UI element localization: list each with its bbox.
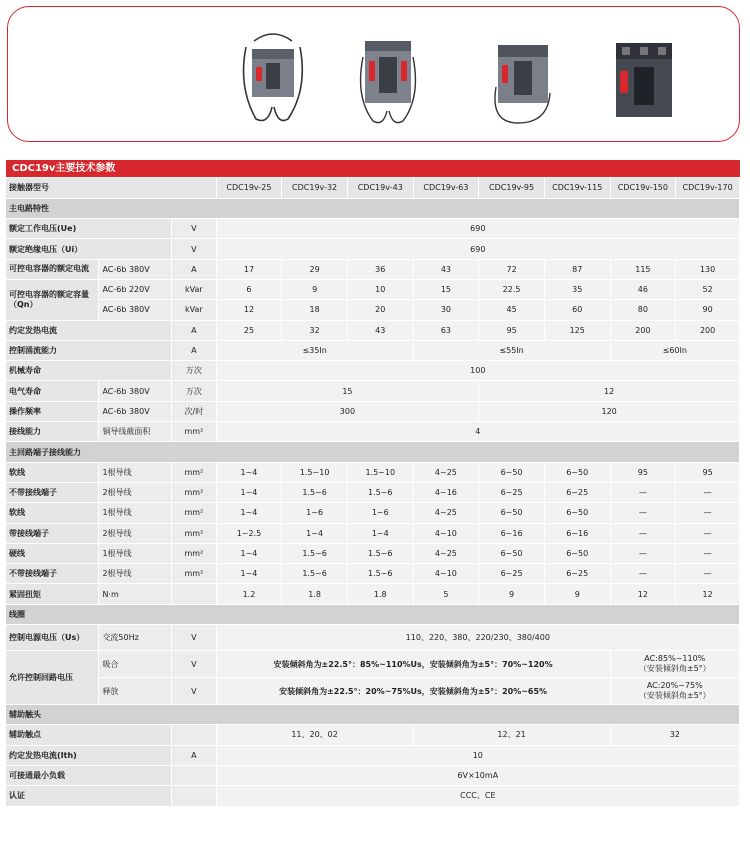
row-label: 额定绝缘电压（Ui）: [6, 239, 172, 259]
table-cell: —: [610, 503, 676, 523]
table-cell: mm²: [172, 523, 216, 543]
table-cell: 130: [676, 259, 740, 279]
table-cell: 36: [347, 259, 413, 279]
row-label: 硬线: [6, 543, 99, 563]
table-cell: kVar: [172, 279, 216, 299]
table-cell: 11、20、02: [216, 725, 413, 745]
table-cell: 万次: [172, 361, 216, 381]
table-cell: 万次: [172, 381, 216, 401]
table-cell: 10: [347, 279, 413, 299]
table-cell: 95: [479, 320, 545, 340]
table-cell: 1.5~10: [347, 462, 413, 482]
table-cell: 6~25: [479, 482, 545, 502]
spec-table: [6, 178, 740, 807]
unit-cell: V: [172, 219, 216, 239]
table-cell: [172, 725, 216, 745]
table-cell: AC:85%~110% （安装倾斜角±5°）: [610, 651, 739, 678]
table-cell: 4~10: [413, 523, 479, 543]
table-cell: AC:20%~75% （安装倾斜角±5°）: [610, 678, 739, 705]
table-cell: 4~25: [413, 503, 479, 523]
row-label: 不带接线端子: [6, 482, 99, 502]
table-cell: 1.5~6: [282, 543, 348, 563]
spec-row: [6, 584, 740, 604]
table-cell: 1.5~6: [347, 482, 413, 502]
table-cell: 6~50: [479, 543, 545, 563]
table-cell: 6~25: [479, 564, 545, 584]
table-cell: AC-6b 380V: [99, 381, 172, 401]
table-header-row: [6, 178, 740, 198]
table-cell: 1~6: [282, 503, 348, 523]
table-cell: 46: [610, 279, 676, 299]
table-cell: 1根导线: [99, 462, 172, 482]
table-cell: mm²: [172, 503, 216, 523]
table-cell: 安装倾斜角为±22.5°：20%~75%Us，安装倾斜角为±5°：20%~65%: [216, 678, 610, 705]
table-cell: —: [676, 503, 740, 523]
table-cell: 1~6: [347, 503, 413, 523]
table-cell: A: [172, 340, 216, 360]
table-cell: 6~16: [479, 523, 545, 543]
contactor-4-icon: [608, 27, 678, 127]
spec-row: [6, 564, 740, 584]
table-cell: 2根导线: [99, 564, 172, 584]
spec-row: [6, 219, 740, 239]
table-cell: 80: [610, 300, 676, 320]
table-cell: A: [172, 259, 216, 279]
table-cell: AC-6b 380V: [99, 300, 172, 320]
table-cell: 6~25: [544, 482, 610, 502]
table-cell: —: [676, 523, 740, 543]
table-cell: ≤60In: [610, 340, 739, 360]
spec-row: [6, 259, 740, 279]
table-cell: 95: [676, 462, 740, 482]
table-cell: 1~4: [216, 462, 282, 482]
table-cell: 1~4: [282, 523, 348, 543]
table-cell: —: [610, 523, 676, 543]
table-cell: V: [172, 625, 216, 651]
table-cell: 4~25: [413, 462, 479, 482]
table-cell: 15: [413, 279, 479, 299]
table-cell: ≤55In: [413, 340, 610, 360]
table-cell: mm²: [172, 482, 216, 502]
section-heading: 主电路特性: [6, 198, 740, 218]
table-cell: 6~50: [479, 462, 545, 482]
table-cell: mm²: [172, 543, 216, 563]
table-cell: 12: [676, 584, 740, 604]
table-cell: V: [172, 678, 216, 705]
table-cell: 4~25: [413, 543, 479, 563]
table-cell: 1.5~10: [282, 462, 348, 482]
row-label: 控制电源电压（Us）: [6, 625, 99, 651]
unit-cell: V: [172, 239, 216, 259]
table-cell: 45: [479, 300, 545, 320]
table-cell: 100: [216, 361, 739, 381]
row-label: 约定发热电流: [6, 320, 172, 340]
table-cell: AC-6b 220V: [99, 279, 172, 299]
row-label: 操作频率: [6, 401, 99, 421]
table-cell: —: [610, 564, 676, 584]
row-label: 认证: [6, 786, 172, 806]
row-label: 可控电容器的额定容量（Qn）: [6, 279, 99, 320]
table-cell: 125: [544, 320, 610, 340]
table-cell: 200: [610, 320, 676, 340]
table-cell: 1.5~6: [347, 564, 413, 584]
table-cell: AC-6b 380V: [99, 259, 172, 279]
table-title: CDC19v主要技术参数: [6, 160, 740, 177]
section-heading: 主回路端子接线能力: [6, 442, 740, 462]
table-cell: 吸合: [99, 651, 172, 678]
table-cell: 1.8: [347, 584, 413, 604]
table-cell: 30: [413, 300, 479, 320]
table-cell: 115: [610, 259, 676, 279]
model-header: CDC19v-43: [347, 178, 413, 198]
table-cell: 22.5: [479, 279, 545, 299]
table-cell: 120: [479, 401, 740, 421]
contactor-1-icon: [238, 27, 308, 127]
table-cell: 1根导线: [99, 503, 172, 523]
model-header: CDC19v-115: [544, 178, 610, 198]
section-row: [6, 198, 740, 218]
table-cell: 次/时: [172, 401, 216, 421]
section-row: [6, 442, 740, 462]
row-label: 接线能力: [6, 422, 99, 442]
table-cell: 6~25: [544, 564, 610, 584]
spec-row: [6, 765, 740, 785]
row-label: 可接通最小负载: [6, 765, 172, 785]
table-cell: 6~16: [544, 523, 610, 543]
table-cell: mm²: [172, 564, 216, 584]
contactor-3-icon: [488, 27, 558, 127]
table-cell: 1.2: [216, 584, 282, 604]
table-cell: 1~4: [216, 503, 282, 523]
table-cell: 安装倾斜角为±22.5°：85%~110%Us，安装倾斜角为±5°：70%~120%: [216, 651, 610, 678]
table-cell: 6~50: [544, 462, 610, 482]
table-cell: 95: [610, 462, 676, 482]
table-cell: 释放: [99, 678, 172, 705]
table-cell: 9: [479, 584, 545, 604]
model-header: CDC19v-63: [413, 178, 479, 198]
table-cell: 690: [216, 239, 739, 259]
row-label: 紧固扭矩: [6, 584, 99, 604]
table-cell: 1.8: [282, 584, 348, 604]
row-label: 软线: [6, 462, 99, 482]
spec-row: [6, 279, 740, 299]
row-label: 机械寿命: [6, 361, 172, 381]
spec-row: [6, 678, 740, 705]
model-header: CDC19v-170: [676, 178, 740, 198]
spec-row: [6, 651, 740, 678]
table-cell: 1根导线: [99, 543, 172, 563]
table-cell: 1~4: [216, 543, 282, 563]
row-label: 带接线端子: [6, 523, 99, 543]
spec-row: [6, 239, 740, 259]
section-heading: 线圈: [6, 604, 740, 624]
spec-row: [6, 745, 740, 765]
table-cell: 4: [216, 422, 739, 442]
table-cell: 25: [216, 320, 282, 340]
table-cell: A: [172, 745, 216, 765]
spec-row: [6, 462, 740, 482]
product-banner: [7, 6, 740, 142]
table-cell: —: [610, 482, 676, 502]
table-cell: [172, 765, 216, 785]
table-cell: 690: [216, 219, 739, 239]
table-cell: 6~50: [544, 543, 610, 563]
table-cell: 18: [282, 300, 348, 320]
row-label: 电气寿命: [6, 381, 99, 401]
table-cell: 1~4: [347, 523, 413, 543]
table-cell: [172, 584, 216, 604]
table-cell: 29: [282, 259, 348, 279]
spec-row: [6, 625, 740, 651]
spec-row: [6, 320, 740, 340]
table-cell: 87: [544, 259, 610, 279]
table-cell: 60: [544, 300, 610, 320]
table-cell: 1~4: [216, 564, 282, 584]
model-header: CDC19v-32: [282, 178, 348, 198]
table-cell: 43: [413, 259, 479, 279]
row-label: 可控电容器的额定电流: [6, 259, 99, 279]
table-cell: 32: [282, 320, 348, 340]
table-cell: [172, 786, 216, 806]
table-cell: 铜导线截面积: [99, 422, 172, 442]
row-label: 额定工作电压(Ue): [6, 219, 172, 239]
table-cell: 6~50: [479, 503, 545, 523]
table-cell: 300: [216, 401, 479, 421]
model-header: CDC19v-25: [216, 178, 282, 198]
table-cell: mm²: [172, 422, 216, 442]
row-label: 约定发热电流(Ith): [6, 745, 172, 765]
spec-row: [6, 422, 740, 442]
table-cell: 52: [676, 279, 740, 299]
spec-row: [6, 503, 740, 523]
table-cell: V: [172, 651, 216, 678]
table-cell: 12、21: [413, 725, 610, 745]
spec-row: [6, 361, 740, 381]
table-cell: 9: [544, 584, 610, 604]
table-cell: ≤35In: [216, 340, 413, 360]
spec-row: [6, 523, 740, 543]
table-cell: 2根导线: [99, 523, 172, 543]
table-cell: 110、220、380、220/230、380/400: [216, 625, 739, 651]
table-cell: 1~4: [216, 482, 282, 502]
row-label: 允许控制回路电压: [6, 651, 99, 705]
table-cell: 20: [347, 300, 413, 320]
table-cell: 4~10: [413, 564, 479, 584]
spec-row: [6, 401, 740, 421]
spec-row: [6, 300, 740, 320]
table-cell: 17: [216, 259, 282, 279]
table-cell: 2根导线: [99, 482, 172, 502]
table-cell: 32: [610, 725, 739, 745]
table-cell: 1.5~6: [347, 543, 413, 563]
header-label: 接触器型号: [6, 178, 216, 198]
model-header: CDC19v-95: [479, 178, 545, 198]
table-cell: N·m: [99, 584, 172, 604]
contactor-2-icon: [353, 27, 423, 127]
table-cell: 200: [676, 320, 740, 340]
table-cell: 9: [282, 279, 348, 299]
table-cell: 1.5~6: [282, 564, 348, 584]
table-cell: A: [172, 320, 216, 340]
table-cell: 15: [216, 381, 479, 401]
table-cell: CCC、CE: [216, 786, 739, 806]
table-cell: 43: [347, 320, 413, 340]
spec-row: [6, 381, 740, 401]
section-row: [6, 604, 740, 624]
table-cell: —: [676, 543, 740, 563]
table-cell: 6~50: [544, 503, 610, 523]
table-cell: 6V×10mA: [216, 765, 739, 785]
row-label: 不带接线端子: [6, 564, 99, 584]
table-cell: AC-6b 380V: [99, 401, 172, 421]
table-cell: 12: [610, 584, 676, 604]
spec-row: [6, 482, 740, 502]
table-cell: 5: [413, 584, 479, 604]
table-cell: 63: [413, 320, 479, 340]
model-header: CDC19v-150: [610, 178, 676, 198]
table-cell: 1.5~6: [282, 482, 348, 502]
table-cell: kVar: [172, 300, 216, 320]
table-cell: 10: [216, 745, 739, 765]
table-cell: —: [676, 564, 740, 584]
spec-row: [6, 786, 740, 806]
spec-row: [6, 340, 740, 360]
table-cell: mm²: [172, 462, 216, 482]
spec-row: [6, 543, 740, 563]
table-cell: 6: [216, 279, 282, 299]
table-cell: 35: [544, 279, 610, 299]
table-cell: —: [676, 482, 740, 502]
section-row: [6, 705, 740, 725]
section-heading: 辅助触头: [6, 705, 740, 725]
table-cell: —: [610, 543, 676, 563]
table-cell: 12: [479, 381, 740, 401]
table-cell: 4~16: [413, 482, 479, 502]
row-label: 软线: [6, 503, 99, 523]
row-label: 辅助触点: [6, 725, 172, 745]
table-cell: 72: [479, 259, 545, 279]
table-cell: 12: [216, 300, 282, 320]
table-cell: 90: [676, 300, 740, 320]
table-cell: 交流50Hz: [99, 625, 172, 651]
table-cell: 1~2.5: [216, 523, 282, 543]
row-label: 控制涌流能力: [6, 340, 172, 360]
spec-row: [6, 725, 740, 745]
